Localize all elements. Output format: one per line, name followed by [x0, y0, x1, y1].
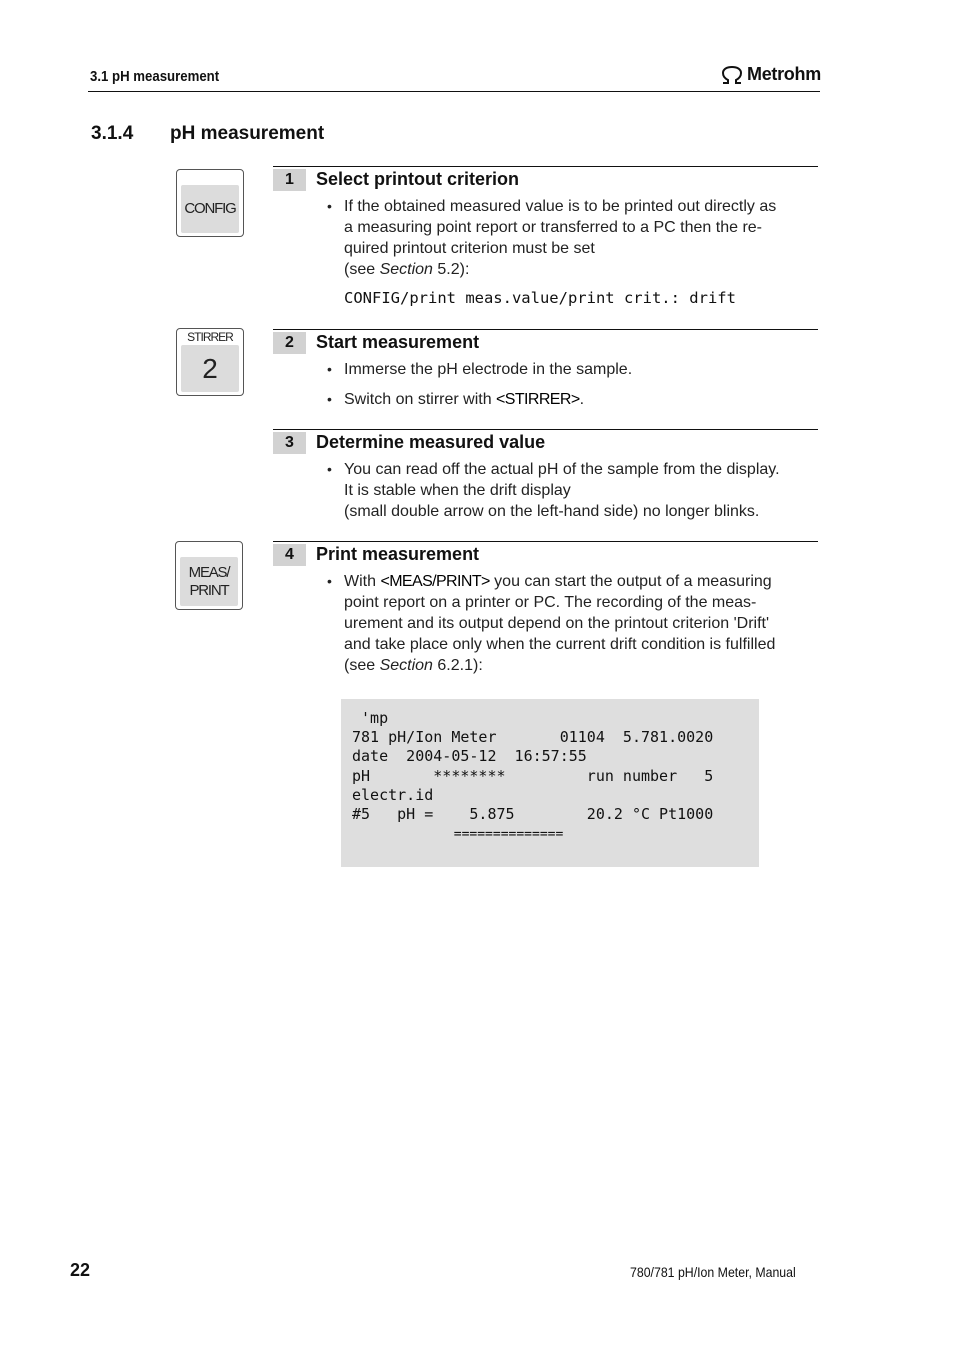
logo-text: Metrohm [747, 64, 821, 84]
stirrer-key-number: 2 [181, 345, 239, 392]
page-number: 22 [70, 1260, 91, 1280]
printout-line: date 2004-05-12 16:57:55 [352, 747, 587, 766]
step-1-rule [273, 166, 818, 167]
step-4-see-reference: (see Section 6.2.1): [344, 657, 483, 674]
stirrer-key[interactable] [176, 328, 244, 396]
step-2-title: Start measurement [316, 332, 480, 352]
step-4-line: With <MEAS/PRINT> you can start the output of a measuring [344, 573, 772, 590]
step-1-line: a measuring point report or transferred to a PC then the re- [344, 219, 762, 236]
printout-text [352, 709, 713, 844]
manual-title: 780/781 pH/Ion Meter, Manual [630, 1264, 796, 1280]
step-2-rule [273, 329, 818, 330]
step-4-line: and take place only when the current drift condition is fulfilled [344, 636, 776, 653]
bullet-icon: • [327, 361, 332, 377]
config-key[interactable] [176, 169, 244, 237]
step-4-line: urement and its output depend on the printout criterion 'Drift' [344, 615, 770, 632]
step-1-see-reference: (see Section 5.2): [344, 261, 470, 278]
printout-line: 781 pH/Ion Meter 01104 5.781.0020 [352, 728, 714, 747]
bullet-icon: • [327, 198, 332, 214]
step-2-bullet-1: Immerse the pH electrode in the sample. [344, 361, 633, 378]
section-heading [91, 123, 324, 145]
stirrer-key-top-label: STIRRER [187, 330, 233, 344]
step-3-line: (small double arrow on the left-hand side) no longer blinks. [344, 503, 760, 520]
meas-print-key-line1: MEAS/ [188, 563, 230, 581]
step-3-line: You can read off the actual pH of the sample from the display. [344, 461, 780, 478]
step-1-number: 1 [273, 169, 306, 191]
omega-icon [720, 65, 744, 85]
printout-line: ============== [352, 827, 564, 843]
printout-line: 'mp [352, 709, 389, 727]
metrohm-logo [720, 64, 821, 85]
printout-sample [341, 699, 759, 867]
printout-line: pH ******** run number 5 [352, 766, 714, 785]
meas-print-key-face [180, 557, 238, 606]
step-3-number: 3 [273, 432, 306, 454]
bullet-icon: • [327, 391, 332, 407]
section-number: 3.1.4 [91, 123, 134, 144]
step-1-config-path: CONFIG/print meas.value/print crit.: drift [344, 289, 736, 307]
bullet-icon: • [327, 461, 332, 477]
bullet-icon: • [327, 573, 332, 589]
meas-print-key[interactable] [175, 541, 243, 610]
running-header-title: 3.1 pH measurement [90, 68, 220, 85]
section-title: pH measurement [170, 123, 325, 144]
step-4-rule [273, 541, 818, 542]
step-1-line: If the obtained measured value is to be printed out directly as [344, 198, 777, 215]
step-4-text [344, 571, 775, 676]
config-key-label: CONFIG [181, 185, 239, 233]
step-3-line: It is stable when the drift display [344, 482, 571, 499]
step-3-rule [273, 429, 818, 430]
printout-line: #5 pH = 5.875 20.2 °C Pt1000 [352, 805, 714, 824]
step-2-number: 2 [273, 332, 306, 354]
step-3-title: Determine measured value [316, 432, 546, 452]
step-4-line: point report on a printer or PC. The recording of the meas- [344, 594, 757, 611]
header-rule [88, 91, 820, 92]
step-4-number: 4 [273, 544, 306, 566]
step-2-bullet-2: Switch on stirrer with <STIRRER>. [344, 391, 585, 408]
step-1-line: quired printout criterion must be set [344, 240, 595, 257]
step-1-text [344, 196, 776, 280]
meas-print-key-line2: PRINT [189, 581, 229, 599]
step-1-title: Select printout criterion [316, 169, 520, 189]
step-3-text [344, 459, 780, 522]
step-4-title: Print measurement [316, 544, 480, 564]
printout-line: electr.id [352, 785, 434, 804]
